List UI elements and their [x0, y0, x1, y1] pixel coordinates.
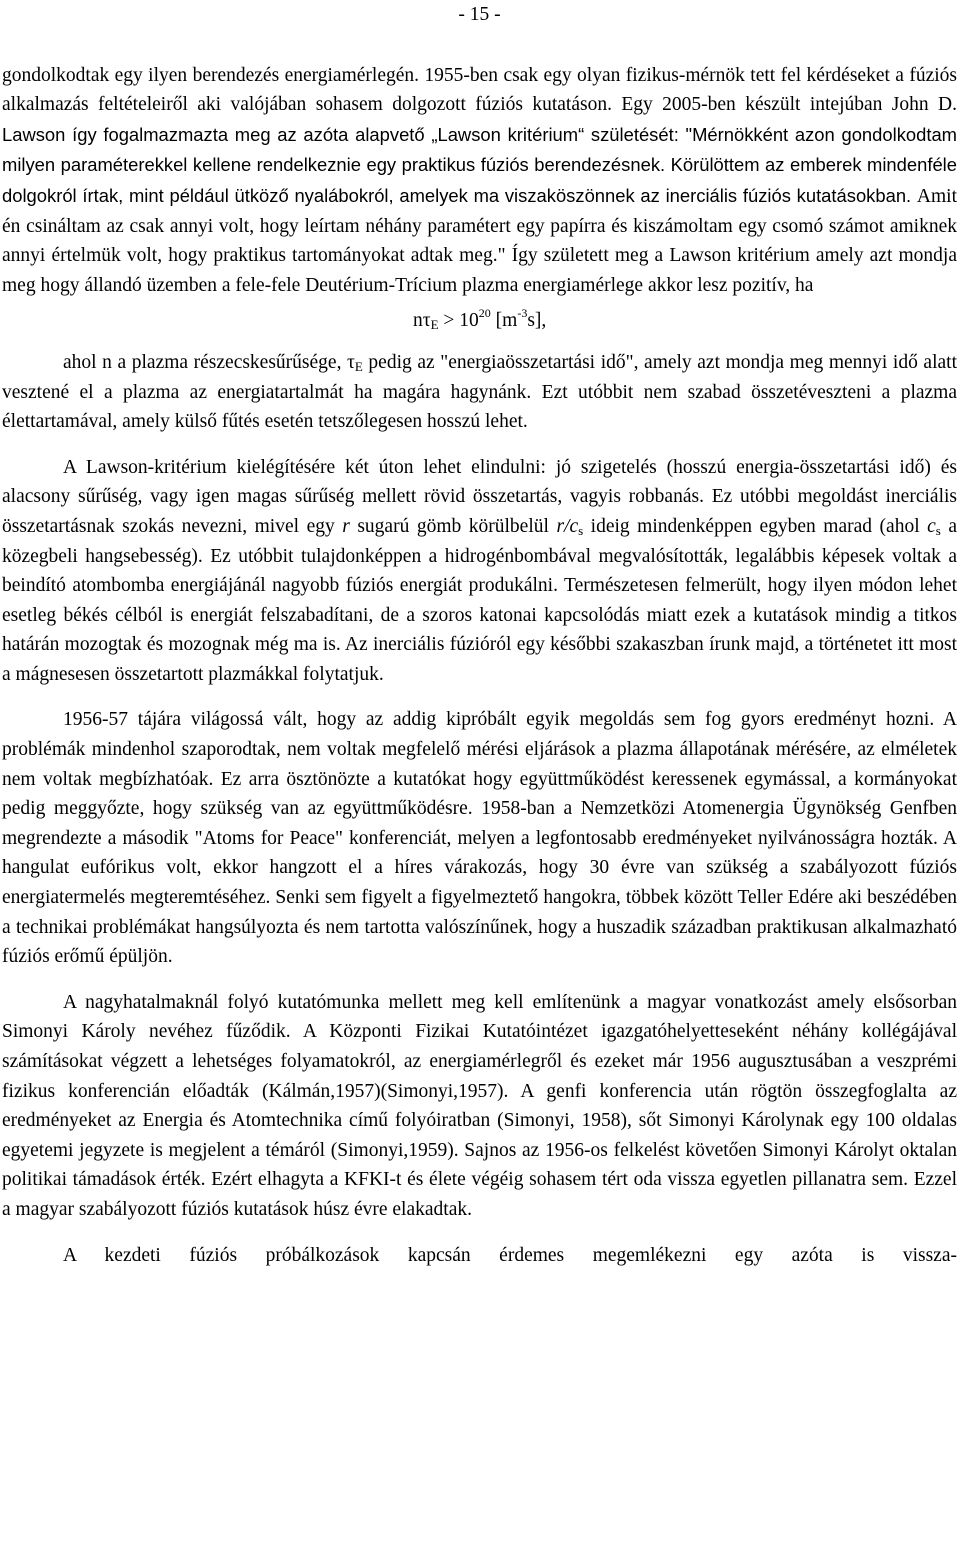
paragraph-inertial-part1: A Lawson-kritérium kielégítésére két úton lehet elindulni: jó szigetelés (hosszú energia-összetartási idő) és alacsony sűrűség, vagy igen magas sűrűség mellett rövid összetartás, vagyis robbanás. Ez utóbbi megoldást inerciális összetartásnak szokás nevezni, mivel egy: [2, 456, 957, 537]
formula-exponent-20: 20: [478, 306, 491, 321]
paragraph-geneva-conference: 1956-57 tájára világossá vált, hogy az addig kipróbált egyik megoldás sem fog gyors eredményt hozni. A problémák mindenhol szaporodtak, nem voltak megfelelő mérési eljárások a plazma állapotának mérésére, az elméletek nem voltak megbízhatóak. Ez arra ösztönözte a kutatókat hogy együttműködést keressenek egymással, a kormányokat pedig meggyőzte, hogy szükség van az együttműködésre. 1958-ban a Nemzetközi Atomenergia Ügynökség Genfben megrendezte a második "Atoms for Peace" konferenciát, melyen a legfontosabb eredményeket nyilvánosságra hozták. A hangulat eufórikus volt, ekkor hangzott el a híres várakozás, hogy 30 évre van szükség a szabályozott fúziós energiatermelés megteremtéséhez. Senki sem figyelt a figyelmeztető hangokra, többek között Teller Edére aki beszédében a technikai problémákat hangsúlyozta és nem tartotta valószínűnek, hogy a huszadik században praktikusan alkalmazható fúziós erőmű épüljön.: [2, 709, 957, 968]
paragraph-lawson-intro-part3: Amit én csináltam az csak annyi volt, hogy leírtam néhány paramétert egy papírra és kiszámoltam egy csomó számot amiknek annyi értelmük volt, hogy praktikus tartományokat adtak meg." Így született meg a Lawson kritérium amely azt mondja meg hogy állandó üzemben a fele-fele Deutérium-Trícium plazma energiamérlege akkor lesz pozitív, ha: [2, 185, 957, 296]
formula-unit-close: s],: [527, 310, 547, 332]
paragraph-confinement-part1: ahol n a plazma részecskesűrűsége, τ: [63, 351, 355, 373]
paragraph-simonyi: A nagyhatalmaknál folyó kutatómunka mellett meg kell említenünk a magyar vonatkozást amely elsősorban Simonyi Károly nevéhez fűződik. A Központi Fizikai Kutatóintézet igazgatóhelyetteseként néhány kollégájával számításokat végzett a lehetséges folyamatokról, az energiamérlegről és ezeket már 1956 augusztusában a veszprémi fizikus konferencián előadták (Kálmán,1957)(Simonyi,1957). A genfi konferencia után rögtön összegfoglalta az eredményeket az Energia és Atomtechnika című folyóiratban (Simonyi, 1958), sőt Simonyi Károlynak egy 100 oldalas egyetemi jegyzete is megjelent a témáról (Simonyi,1959). Sajnos az 1956-os felkelést követően Simonyi Károlyt oktalan politikai támadások érték. Ezért elhagyta a KFKI-t és élete végéig sohasem tért oda vissza egyetlen pillanatra sem. Ezzel a magyar szabályozott fúziós kutatások húsz évre elakadtak.: [2, 991, 957, 1220]
formula-n-tau: nτ: [413, 310, 431, 332]
page-number: - 15 -: [458, 4, 501, 25]
formula-unit-open: [m: [490, 310, 518, 332]
paragraph-confinement-part2: pedig az "energiaösszetartási idő", amely azt mondja meg mennyi idő alatt vesztené el a plazma az energiatartalmát ha magára hagynánk. Ezt utóbbit nem szabad összetéveszteni a plazma élettartamával, amely külső fűtés esetén tetszőlegesen hosszú lehet.: [2, 351, 957, 433]
paragraph-lawson-intro: [2, 61, 957, 301]
symbol-subscript-s-2: s: [935, 522, 941, 538]
paragraph-inertial-confinement: [2, 453, 957, 690]
symbol-subscript-s: s: [578, 522, 584, 538]
paragraph-continuation: A kezdeti fúziós próbálkozások kapcsán érdemes megemlékezni egy azóta is vissza-: [63, 1244, 957, 1266]
paragraph-inertial-part4: a közegbeli hangsebesség). Ez utóbbit tulajdonképpen a hidrogénbombával megvalósították, legalábbis képesek voltak a beindító atombomba energiájánál nagyobb fúziós energiát produkálni. Természetesen felmerült, hogy ilyen módon lehet esetleg békés célból is energiát felszabadítani, de a szoros katonai kapcsolódás miatt ezek a kutatások mindig a titkos határán mozogtak és mozognak még ma is. Az inerciális fúzióról egy későbbi szakaszban írunk majd, a történetet itt most a mágnesesen összetartott plazmákkal folytatjuk.: [2, 515, 958, 685]
symbol-c: c: [927, 515, 936, 537]
formula-gt-ten: > 10: [438, 310, 479, 332]
tau-subscript-e: E: [354, 358, 363, 374]
paragraph-confinement-time: [2, 348, 957, 437]
symbol-r-over-c: r/c: [556, 515, 579, 537]
lawson-criterion-formula: [2, 306, 957, 336]
symbol-r: r: [342, 515, 350, 537]
formula-sub-e: E: [430, 317, 439, 333]
formula-exponent-minus3: -3: [517, 306, 528, 321]
paragraph-inertial-part3: ideig mindenképpen egyben marad (ahol: [583, 515, 928, 537]
paragraph-lawson-intro-part1: gondolkodtak egy ilyen berendezés energiamérlegén. 1955-ben csak egy olyan fizikus-mérnök tett fel kérdéseket a fúziós alkalmazás feltételeiről aki valójában sohasem dolgozott fúziós kutatáson. Egy 2005-ben készült intejúban John D.: [2, 64, 957, 116]
paragraph-lawson-quote: Lawson így fogalmazmazta meg az azóta alapvető „Lawson kritérium“ születését: "Mérnökként azon gondolkodtam milyen paraméterekkel kellene rendelkeznie egy praktikus fúziós berendezésnek. Körülöttem az emberek mindenféle dolgokról írtak, mint például ütköző nyalábokról, amelyek ma viszaköszönnek az inerciális fúziós kutatásokban.: [2, 123, 957, 206]
paragraph-inertial-part2: sugarú gömb körülbelül: [349, 515, 557, 537]
